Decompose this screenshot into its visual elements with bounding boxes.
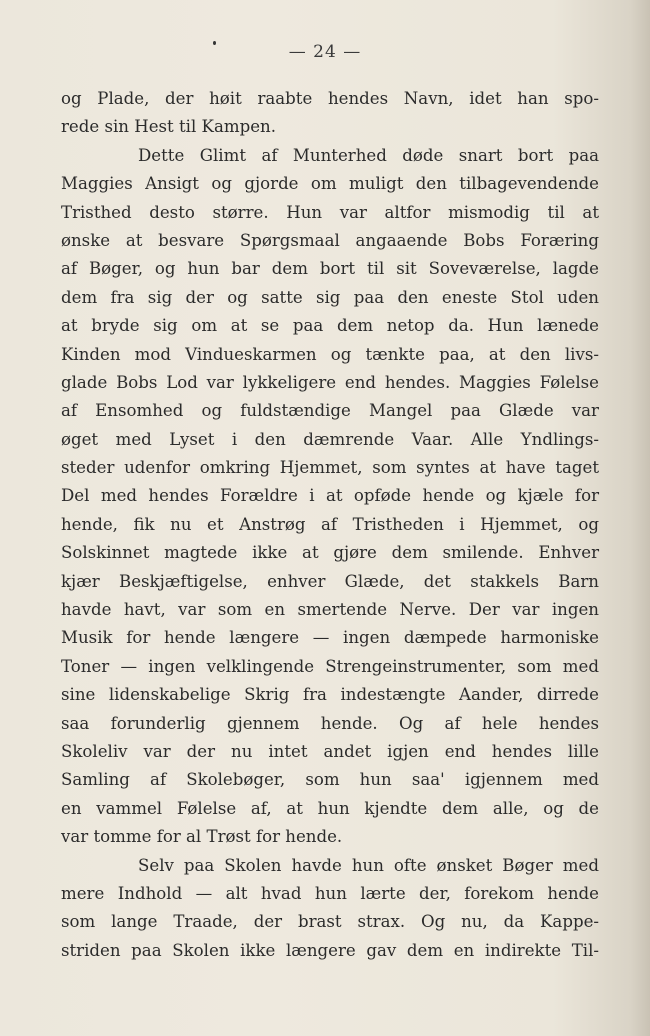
text-line: rede sin Hest til Kampen. [61, 117, 276, 137]
text-line: Musik for hende længere — ingen dæmpede harmoniske [61, 628, 599, 648]
text-line: Solskinnet magtede ikke at gjøre dem smilende. Enhver [61, 543, 599, 563]
text-line: Samling af Skolebøger, som hun saa' igjennem med [61, 770, 599, 790]
text-line: af Ensomhed og fuldstændige Mangel paa Glæde var [61, 401, 599, 421]
text-line: som lange Traade, der brast strax. Og nu, da Kappe- [61, 912, 599, 932]
text-line: var tomme for al Trøst for hende. [61, 827, 343, 847]
text-line: sine lidenskabelige Skrig fra indestængte Aander, dirrede [61, 685, 599, 705]
text-line: Maggies Ansigt og gjorde om muligt den tilbagevendende [61, 174, 599, 194]
text-line: steder udenfor omkring Hjemmet, som syntes at have taget [61, 458, 599, 478]
text-line: kjær Beskjæftigelse, enhver Glæde, det stakkels Barn [61, 571, 599, 591]
text-line: en vammel Følelse af, at hun kjendte dem alle, og de [61, 798, 599, 818]
text-line: dem fra sig der og satte sig paa den eneste Stol uden [61, 287, 599, 307]
text-line: øget med Lyset i den dæmrende Vaar. Alle Yndlings- [61, 429, 599, 449]
text-line: Del med hendes Forældre i at opføde hende og kjæle for [61, 486, 599, 506]
text-line: hende, fik nu et Anstrøg af Tristheden i Hjemmet, og [61, 514, 599, 534]
text-line: Kinden mod Vindueskarmen og tænkte paa, at den livs- [61, 344, 599, 364]
text-line: Toner — ingen velklingende Strengeinstrumenter, som med [61, 656, 599, 676]
text-line: striden paa Skolen ikke længere gav dem en indirekte Til- [61, 940, 599, 960]
text-line: at bryde sig om at se paa dem netop da. Hun lænede [61, 316, 599, 336]
text-line: ønske at besvare Spørgsmaal angaaende Bobs Foræring [61, 230, 599, 250]
page-number: — 24 — [288, 42, 362, 62]
text-line: havde havt, var som en smertende Nerve. Der var ingen [61, 600, 599, 620]
text-line: Dette Glimt af Munterhed døde snart bort paa [138, 145, 599, 165]
text-line: mere Indhold — alt hvad hun lærte der, forekom hende [61, 883, 599, 903]
text-line: Tristhed desto større. Hun var altfor mismodig til at [61, 202, 599, 222]
body-text [61, 85, 599, 965]
text-line: saa forunderlig gjennem hende. Og af hele hendes [61, 713, 599, 733]
text-line: og Plade, der høit raabte hendes Navn, idet han spo- [61, 89, 599, 108]
text-line: Selv paa Skolen havde hun ofte ønsket Bøger med [138, 855, 599, 875]
text-line: glade Bobs Lod var lykkeligere end hendes. Maggies Følelse [61, 372, 599, 392]
text-line: Skoleliv var der nu intet andet igjen end hendes lille [61, 741, 599, 761]
text-line: af Bøger, og hun bar dem bort til sit Soveværelse, lagde [61, 259, 599, 279]
